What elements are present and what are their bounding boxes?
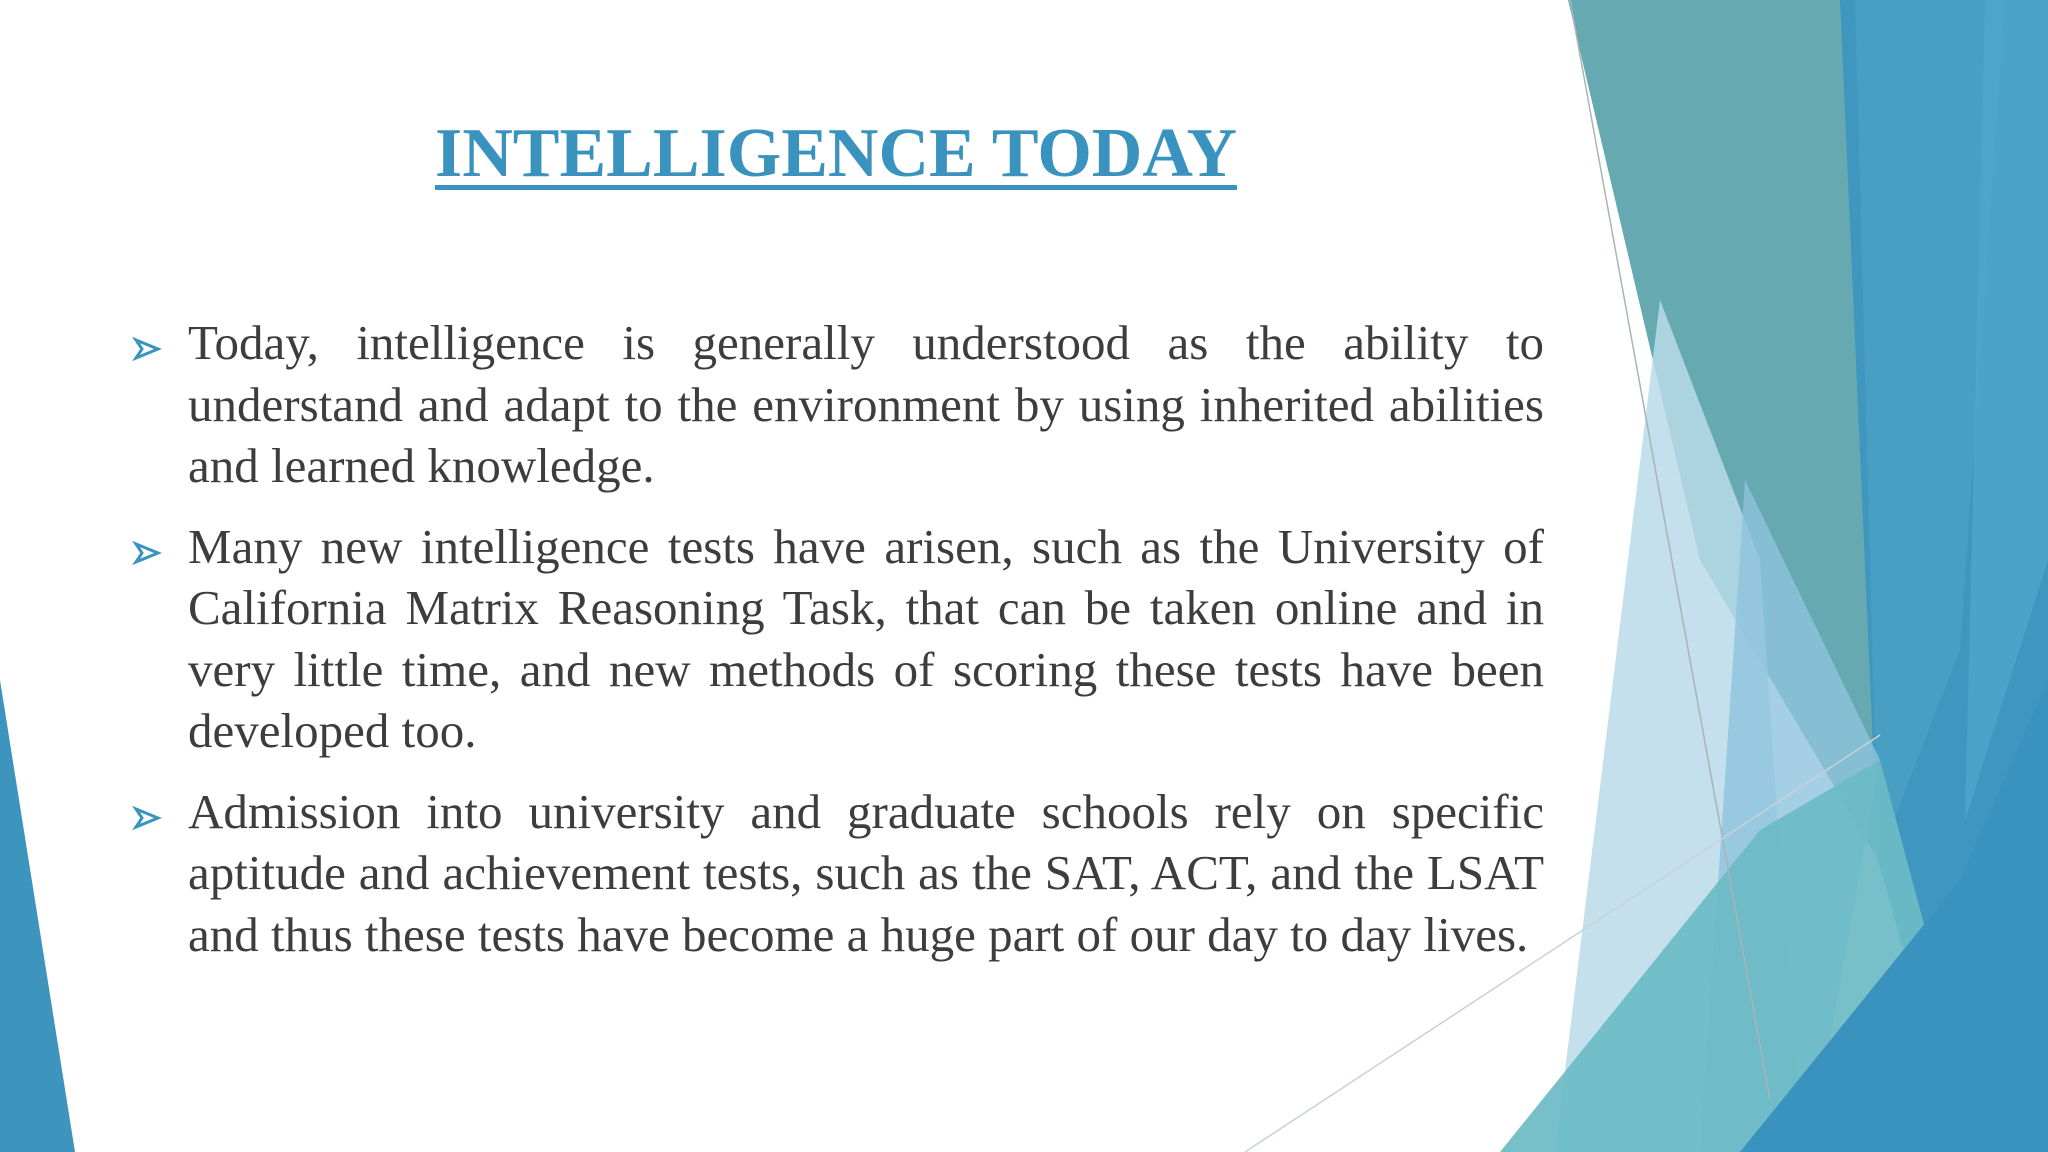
bullet-item: [128, 516, 1544, 762]
left-accent-shape: [0, 680, 75, 1152]
bullet-item: [128, 312, 1544, 497]
bullet-text: Today, intelligence is generally understood as the ability to understand and adapt to the environment by using inherited abilities and learned knowledge.: [188, 315, 1544, 493]
bullet-list: [128, 312, 1544, 984]
arrowhead-bullet-icon: [128, 331, 164, 367]
bullet-text: Admission into university and graduate schools rely on specific aptitude and achievement tests, such as the SAT, ACT, and the LSAT and thus these tests have become a huge part of our day to day lives.: [188, 783, 1544, 962]
bullet-item: [128, 781, 1544, 966]
bullet-text: Many new intelligence tests have arisen, such as the University of California Matrix Reasoning Task, that can be taken online and in very little time, and new methods of scoring these tests have been developed too.: [188, 518, 1544, 758]
arrowhead-bullet-icon: [128, 800, 164, 836]
slide-title: INTELLIGENCE TODAY: [434, 115, 1238, 192]
arrowhead-bullet-icon: [128, 535, 164, 571]
